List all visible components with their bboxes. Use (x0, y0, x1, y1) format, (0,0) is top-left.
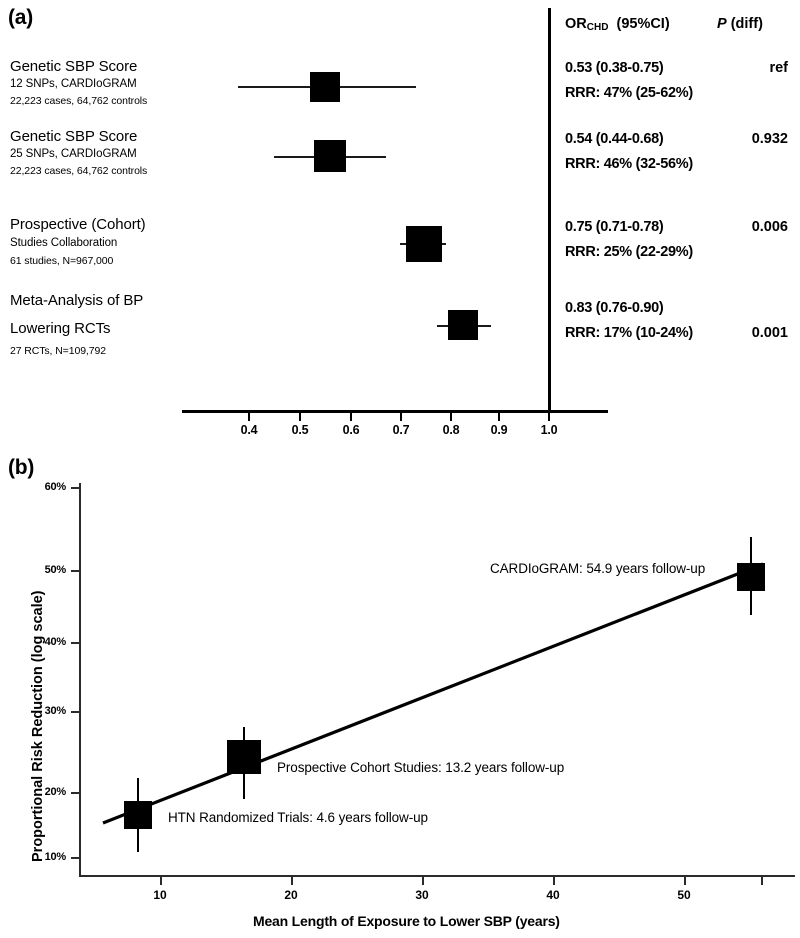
results-divider (548, 8, 551, 413)
result-rrr: RRR: 17% (10-24%) (565, 325, 693, 341)
panel-a-letter: (a) (8, 6, 34, 29)
x-axis-tick (498, 413, 500, 421)
y-axis-tick-label: 20% (44, 786, 66, 798)
p-value: ref (769, 60, 788, 76)
study-title: Genetic SBP Score (10, 58, 138, 75)
effect-marker (406, 226, 442, 262)
study-title: Genetic SBP Score (10, 128, 138, 145)
x-axis-tick-label: 0.4 (240, 423, 258, 437)
x-axis-tick-label: 20 (284, 888, 298, 902)
study-title: Meta-Analysis of BP (10, 292, 144, 309)
result-or: 0.54 (0.44-0.68) (565, 131, 664, 147)
p-value: 0.932 (751, 131, 788, 147)
y-axis-title: Proportional Risk Reduction (log scale) (30, 590, 46, 862)
study-sample: 22,223 cases, 64,762 controls (10, 95, 148, 107)
x-axis-tick-label: 10 (153, 888, 167, 902)
study-subtitle: Lowering RCTs (10, 320, 111, 337)
column-header-or (565, 16, 670, 33)
result-rrr: RRR: 47% (25-62%) (565, 85, 693, 101)
x-axis-title: Mean Length of Exposure to Lower SBP (years) (253, 913, 560, 929)
study-subtitle: 25 SNPs, CARDIoGRAM (10, 148, 137, 160)
data-point-label: CARDIoGRAM: 54.9 years follow-up (490, 561, 706, 576)
x-axis-tick-label: 30 (415, 888, 429, 902)
p-italic: P (717, 16, 727, 32)
study-sample: 61 studies, N=967,000 (10, 255, 114, 267)
p-value: 0.001 (751, 325, 788, 341)
y-axis-tick-label: 40% (44, 636, 66, 648)
p-value: 0.006 (751, 219, 788, 235)
x-axis-tick-label: 50 (677, 888, 691, 902)
x-axis-tick-label: 1.0 (540, 423, 558, 437)
panel-b-letter: (b) (8, 456, 35, 479)
column-header-pdiff (717, 16, 763, 32)
x-axis-tick-label: 0.8 (442, 423, 460, 437)
data-point-marker (124, 801, 152, 829)
study-title: Prospective (Cohort) (10, 216, 146, 233)
y-axis-tick-label: 10% (44, 851, 66, 863)
data-point-marker (227, 740, 261, 774)
study-sample: 27 RCTs, N=109,792 (10, 345, 106, 357)
x-axis-tick (548, 413, 550, 421)
x-axis-tick (350, 413, 352, 421)
y-axis-tick-label: 50% (44, 564, 66, 576)
result-or: 0.83 (0.76-0.90) (565, 300, 664, 316)
x-axis-tick-label: 0.9 (490, 423, 508, 437)
x-axis-tick-label: 0.7 (392, 423, 410, 437)
regression-fit-line (0, 450, 800, 938)
result-rrr: RRR: 46% (32-56%) (565, 156, 693, 172)
result-rrr: RRR: 25% (22-29%) (565, 244, 693, 260)
result-or: 0.53 (0.38-0.75) (565, 60, 664, 76)
x-axis-tick (400, 413, 402, 421)
ci-label: (95%CI) (616, 16, 670, 32)
data-point-label: HTN Randomized Trials: 4.6 years follow-up (168, 810, 428, 825)
x-axis-tick-label: 40 (546, 888, 560, 902)
x-axis-line (182, 410, 608, 413)
data-point-marker (737, 563, 765, 591)
study-subtitle: Studies Collaboration (10, 237, 118, 249)
x-axis-tick (299, 413, 301, 421)
data-point-label: Prospective Cohort Studies: 13.2 years follow-up (277, 760, 565, 775)
p-diff-rest: (diff) (726, 16, 763, 32)
x-axis-tick (450, 413, 452, 421)
study-sample: 22,223 cases, 64,762 controls (10, 165, 148, 177)
study-subtitle: 12 SNPs, CARDIoGRAM (10, 78, 137, 90)
or-label: OR (565, 16, 587, 32)
y-axis-tick-label: 30% (44, 705, 66, 717)
result-or: 0.75 (0.71-0.78) (565, 219, 664, 235)
x-axis-tick-label: 0.6 (342, 423, 360, 437)
y-axis-tick-label: 60% (44, 481, 66, 493)
effect-marker (314, 140, 346, 172)
x-axis-tick-label: 0.5 (291, 423, 309, 437)
x-axis-tick (248, 413, 250, 421)
effect-marker (310, 72, 340, 102)
effect-marker (448, 310, 478, 340)
or-subscript: CHD (586, 22, 609, 33)
